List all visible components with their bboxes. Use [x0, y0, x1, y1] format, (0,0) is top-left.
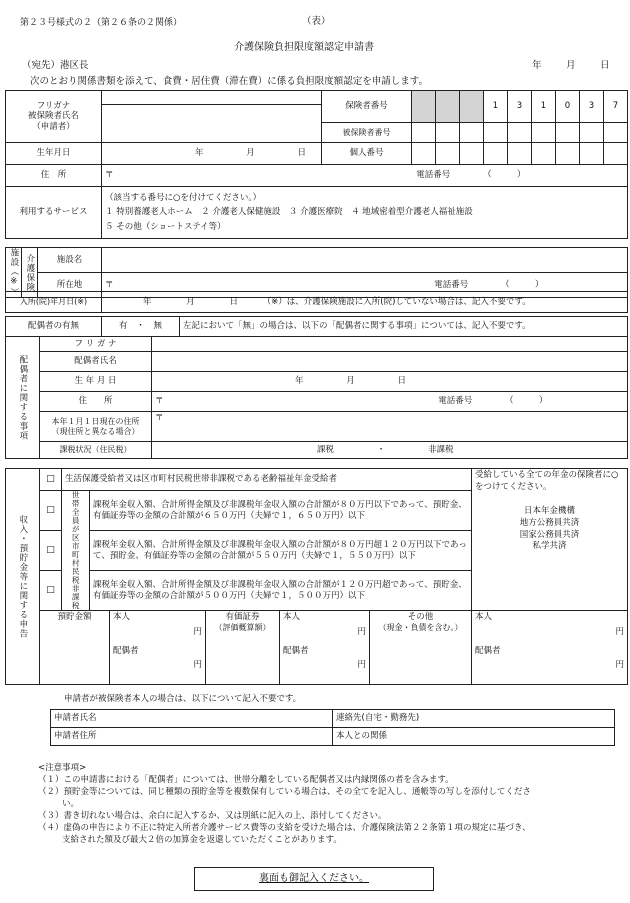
admission-table [5, 291, 628, 313]
income-table [5, 468, 628, 685]
spouse-no[interactable]: 無 [153, 321, 162, 332]
personal-no-label: 個人番号 [322, 143, 412, 165]
phone-label: 電話番号 [416, 170, 451, 181]
proxy-address[interactable]: 申請者住所 [51, 728, 333, 746]
insurer-digit-7: 0 [556, 91, 580, 123]
insurer-no-label: 保険者番号 [322, 91, 412, 123]
form-side: （表） [302, 16, 331, 27]
facility-group-label: 施設（※） [6, 248, 22, 298]
spouse-yes[interactable]: 有 [119, 321, 128, 332]
address-field[interactable] [102, 165, 628, 187]
note-4a: （４）虚偽の申告により不正に特定入所者介護サービス費等の支給を受けた場合は、介護保険法第２２条第１項の規定に基づき、 [38, 823, 531, 834]
spouse-presence-label: 配偶者の有無 [6, 317, 102, 337]
proxy-name[interactable]: 申請者氏名 [51, 710, 333, 728]
applicant-label: （申請者） [32, 121, 75, 132]
insurer-digit-6: 1 [532, 91, 556, 123]
pension-private[interactable]: 私学共済 [532, 541, 567, 552]
proxy-relation[interactable]: 本人との関係 [333, 728, 615, 746]
phone-parens: （ ） [482, 170, 526, 181]
spouse-address-field[interactable]: 〒 電話番号 （ ） [152, 392, 628, 412]
admission-note: （※）は、介護保険施設に入所(院)していない場合は、記入不要です。 [262, 296, 531, 307]
deposit-spouse[interactable]: 配偶者 円 [110, 645, 206, 685]
tier1-text: 課税年金収入額、合計所得金額及び非課税年金収入額の合計額が８０万円以下であって、預貯金、有価証券等の金額の合計額が６５０万円（夫婦で１，６５０万円）以下 [90, 491, 472, 531]
admission-field[interactable] [102, 292, 628, 313]
spouse-tax-label: 課税状況（住民税） [40, 442, 152, 459]
spouse-jan1-label: 本年１月１日現在の住所 （現住所と異なる場合） [40, 412, 152, 442]
securities-label: 有価証券 （評価概算額） [206, 611, 280, 685]
tier2-checkbox[interactable]: □ [40, 531, 62, 571]
service-options-line1[interactable]: １ 特別養護老人ホーム ２ 介護老人保健施設 ３ 介護医療院 ４ 地域密着型介護老人福祉施設 [105, 207, 473, 218]
proxy-contact[interactable]: 連絡先(自宅・勤務先) [333, 710, 615, 728]
facility-phone-parens: （ ） [500, 279, 544, 290]
birth-label: 生年月日 [6, 143, 102, 165]
furigana-label: フリガナ [36, 100, 71, 111]
admission-d: 日 [229, 296, 238, 307]
note-2b: い。 [62, 799, 80, 810]
birth-y: 年 [195, 148, 204, 159]
date-month: 月 [566, 60, 576, 71]
insurer-digit-3 [460, 91, 484, 123]
back-note-box [194, 867, 434, 891]
insured-name-label: 被保険者氏名 [27, 111, 79, 122]
furigana-field[interactable] [102, 91, 322, 105]
spouse-presence-choice[interactable]: 有 ・ 無 [102, 317, 180, 337]
admission-y: 年 [143, 296, 152, 307]
spouse-presence-table [5, 316, 628, 337]
spouse-birth-field[interactable]: 年 月 日 [152, 372, 628, 392]
service-instruction: （該当する番号に○を付けてください。） [105, 192, 262, 203]
insured-no-digit[interactable] [412, 123, 436, 143]
pension-local[interactable]: 地方公務員共済 [519, 517, 580, 528]
pension-box [472, 469, 628, 611]
spouse-furigana-label: フ リ ガ ナ [40, 337, 152, 352]
service-label: 利用するサービス [6, 187, 102, 239]
service-options[interactable] [102, 187, 628, 239]
date-day: 日 [600, 60, 610, 71]
spouse-untaxed[interactable]: 非課税 [427, 444, 454, 455]
insurer-digit-8: 3 [580, 91, 604, 123]
deposit-self[interactable]: 本人 円 [110, 611, 206, 645]
form-title: 介護保険負担限度額認定申請書 [234, 42, 374, 53]
note-2a: （２）預貯金等については、同じ種類の預貯金等を複数保有している場合は、その全てを記入し、通帳等の写しを添付してくださ [38, 787, 531, 798]
securities-self[interactable]: 本人 円 [280, 611, 370, 645]
insurer-digit-2 [436, 91, 460, 123]
other-label: その他 （現金・負債を含む。） [370, 611, 472, 685]
pension-japan[interactable]: 日本年金機構 [523, 505, 575, 516]
note-4b: 支給された額及び最大２倍の加算金を返還していただくことがあります。 [62, 835, 342, 846]
spouse-tax-field[interactable]: 課税 ・ 非課税 [152, 442, 628, 459]
form-number: 第２３号様式の２（第２６条の２関係） [20, 18, 183, 28]
admission-m: 月 [186, 296, 195, 307]
address-label: 住 所 [6, 165, 102, 187]
proxy-note: 申請者が被保険者本人の場合は、以下について記入不要です。 [64, 694, 302, 704]
spouse-furigana-field[interactable] [152, 337, 628, 352]
household-label: 世帯全員が区市町村民税非課税 [62, 491, 90, 611]
insurer-digit-4: 1 [484, 91, 508, 123]
notes-heading: <注意事項> [38, 763, 87, 773]
insurer-digit-5: 3 [508, 91, 532, 123]
spouse-presence-note: 左記において「無」の場合は、以下の「配偶者に関する事項」については、記入不要です。 [180, 317, 628, 337]
admission-label: 入所(院)年月日(※) [6, 292, 102, 313]
notes [38, 763, 531, 847]
proxy-table [50, 709, 615, 746]
other-self[interactable]: 本人 円 [472, 611, 628, 645]
facility-phone-label: 電話番号 [434, 279, 469, 290]
date-year: 年 [532, 60, 542, 71]
applicant-table [5, 90, 628, 239]
spouse-name-label: 配偶者氏名 [40, 352, 152, 372]
spouse-jan1-field[interactable]: 〒 [152, 412, 628, 442]
securities-spouse[interactable]: 配偶者 円 [280, 645, 370, 685]
tier3-checkbox[interactable]: □ [40, 571, 62, 611]
pension-national[interactable]: 国家公務員共済 [519, 529, 580, 540]
postal-mark: 〒 [105, 170, 114, 181]
insurer-digit-1 [412, 91, 436, 123]
facility-postal: 〒 [105, 279, 114, 290]
facility-name-field[interactable] [102, 248, 628, 273]
spouse-name-field[interactable] [152, 352, 628, 372]
spouse-taxed[interactable]: 課税 [317, 444, 335, 455]
note-1: （１）この申請書における「配偶者」については、世帯分離をしている配偶者又は内縁関係の者を含みます。 [38, 775, 454, 786]
spouse-address-label: 住 所 [40, 392, 152, 412]
other-spouse[interactable]: 配偶者 円 [472, 645, 628, 685]
welfare-checkbox[interactable]: □ [40, 469, 62, 491]
tier3-text: 課税年金収入額、合計所得金額及び非課税年金収入額の合計額が１２０万円超であって、預貯金、有価証券等の金額の合計額が５００万円（夫婦で１，５００万円）以下 [90, 571, 472, 611]
facility-group-label2: 介護保険 [22, 248, 38, 298]
spouse-table [5, 336, 628, 459]
deposit-label: 預貯金額 [40, 611, 110, 685]
spouse-birth-label: 生 年 月 日 [40, 372, 152, 392]
welfare-text: 生活保護受給者又は区市町村民税世帯非課税である老齢福祉年金受給者 [62, 469, 472, 491]
insurer-digit-9: 7 [604, 91, 628, 123]
note-3: （３）書き切れない場合は、余白に記入するか、又は別紙に記入の上、添付してください。 [38, 811, 387, 822]
facility-location-label: 所在地 [38, 273, 102, 298]
service-options-line2[interactable]: ５ その他（ショートステイ等） [105, 221, 226, 232]
tier1-checkbox[interactable]: □ [40, 491, 62, 531]
insured-name-field[interactable] [102, 105, 322, 143]
back-note: 裏面も御記入ください。 [259, 873, 369, 884]
birth-d: 日 [297, 148, 306, 159]
birth-m: 月 [246, 148, 255, 159]
name-label-cell [6, 91, 102, 143]
tier2-text: 課税年金収入額、合計所得金額及び非課税年金収入額の合計額が８０万円超１２０万円以下であって、預貯金、有価証券等の金額の合計額が５５０万円（夫婦で１，５５０万円）以下 [90, 531, 472, 571]
income-section-label: 収入・預貯金等に関する申告 [6, 469, 40, 685]
facility-name-label: 施設名 [38, 248, 102, 273]
intro-text: 次のとおり関係書類を添えて、食費・居住費（滞在費）に係る負担限度額認定を申請します。 [30, 76, 429, 87]
spouse-section-label: 配偶者に関する事項 [6, 337, 40, 459]
pension-note: 受給している全ての年金の保険者に○をつけてください。 [475, 470, 619, 492]
addressee: （宛先）港区長 [22, 60, 89, 71]
birth-field[interactable] [102, 143, 322, 165]
insured-no-label: 被保険者番号 [322, 123, 412, 143]
